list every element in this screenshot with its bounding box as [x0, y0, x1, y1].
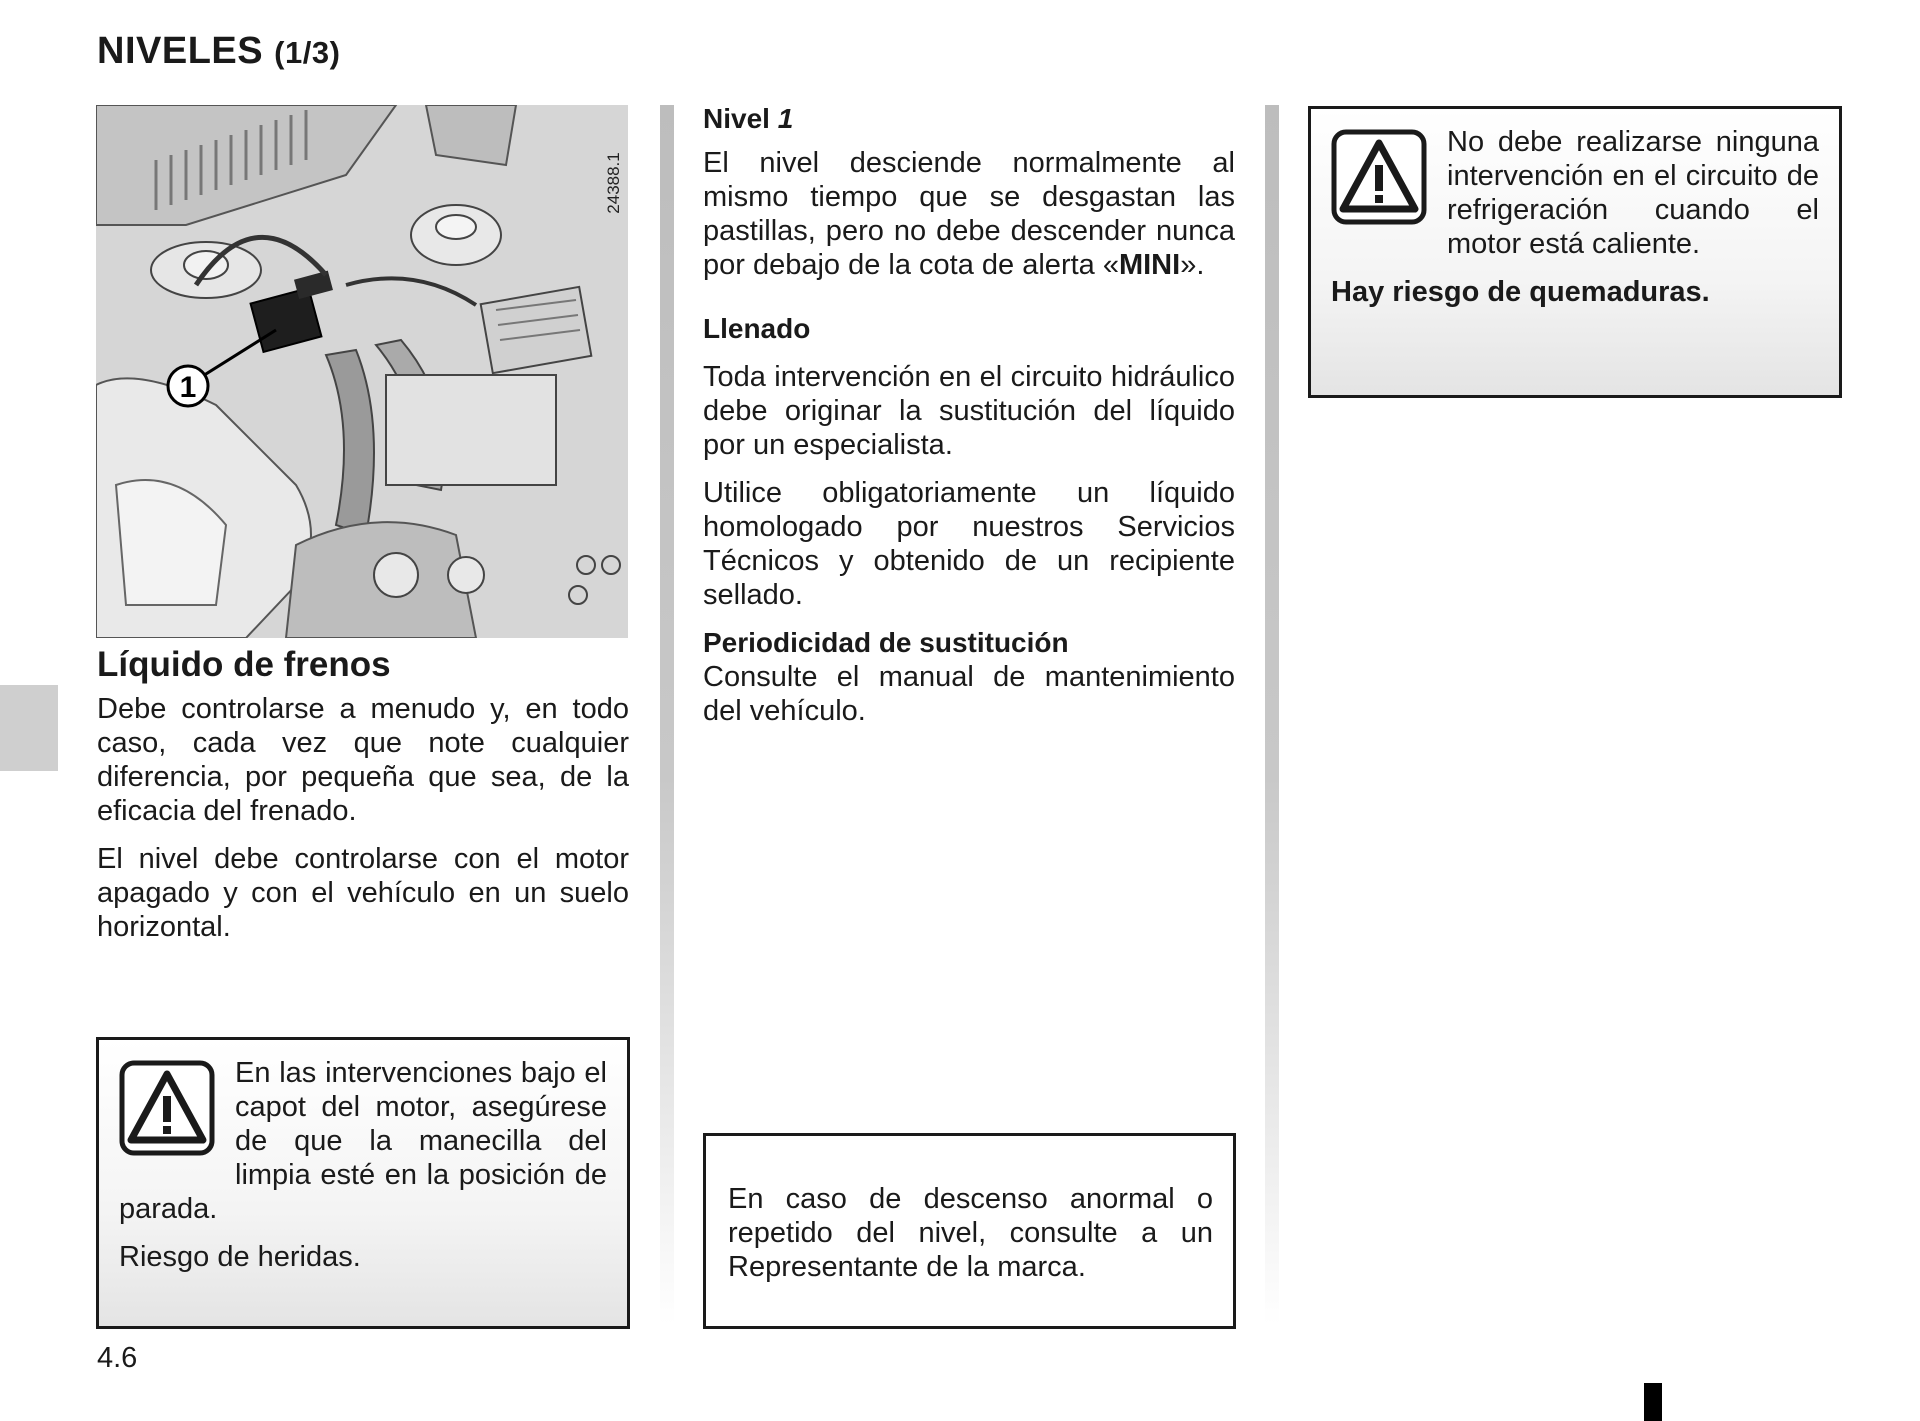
page-title-text: NIVELES: [97, 30, 264, 72]
figure-code: 24388.1: [604, 152, 623, 214]
level-heading-label: Nivel: [703, 103, 770, 134]
right-warning-bold: Hay riesgo de quemaduras.: [1331, 276, 1710, 308]
right-warning-text: No debe realizarse ninguna intervención en el circuito de refrigeración cuando el motor está caliente.: [1447, 126, 1819, 260]
engine-illustration: [96, 105, 628, 638]
middle-note-text: En caso de descenso anormal o repetido del nivel, consulte a un Representante de la marca.: [728, 1183, 1213, 1283]
column-divider-left: [660, 105, 674, 1325]
page-title-suffix: (1/3): [274, 35, 341, 70]
left-column: [97, 645, 629, 958]
edge-marker: [1644, 1383, 1662, 1421]
engine-bay-drawing: [96, 105, 628, 638]
level-text-part-3: ».: [1180, 249, 1205, 281]
right-warning-box: [1308, 106, 1842, 398]
page-number: 4.6: [97, 1342, 138, 1374]
fill-paragraph-1: Toda intervención en el circuito hidráulico debe originar la sustitución del líquido por un especialista.: [703, 361, 1235, 461]
level-heading-number: 1: [777, 103, 794, 134]
middle-note-box: [703, 1133, 1236, 1329]
middle-column: [703, 102, 1235, 742]
left-warning-text: En las intervenciones bajo el capot del motor, asegúrese de que la manecilla del limpia esté en la posición de parada.: [119, 1057, 607, 1225]
period-heading: Periodicidad de sustitución: [703, 627, 1069, 658]
level-text-part-1: El nivel desciende normalmente al mismo tiempo que se desgastan las pastillas, pero no debe descender nunca por debajo de la cota de alerta «: [703, 147, 1235, 281]
brake-fluid-heading: Líquido de frenos: [97, 645, 391, 684]
section-tab: [0, 685, 58, 771]
left-paragraph-2: El nivel debe controlarse con el motor apagado y con el vehículo en un suelo horizontal.: [97, 843, 629, 943]
left-warning-risk: Riesgo de heridas.: [119, 1241, 361, 1273]
level-heading: [703, 102, 1235, 136]
level-paragraph: [703, 146, 1235, 282]
left-warning-box: [96, 1037, 630, 1329]
level-text-mini: MINI: [1118, 249, 1181, 281]
period-text: Consulte el manual de mantenimiento del vehículo.: [703, 661, 1235, 727]
left-paragraph-1: Debe controlarse a menudo y, en todo caso, cada vez que note cualquier diferencia, por pequeña que sea, de la eficacia del frenado.: [97, 693, 629, 827]
callout-1-label: 1: [179, 371, 197, 404]
column-divider-right: [1265, 105, 1279, 1325]
warning-icon: [119, 1060, 215, 1156]
fill-paragraph-2: Utilice obligatoriamente un líquido homologado por nuestros Servicios Técnicos y obtenido de un recipiente sellado.: [703, 477, 1235, 611]
warning-icon: [1331, 129, 1427, 225]
fill-heading: Llenado: [703, 313, 811, 344]
page-title: [97, 30, 340, 73]
